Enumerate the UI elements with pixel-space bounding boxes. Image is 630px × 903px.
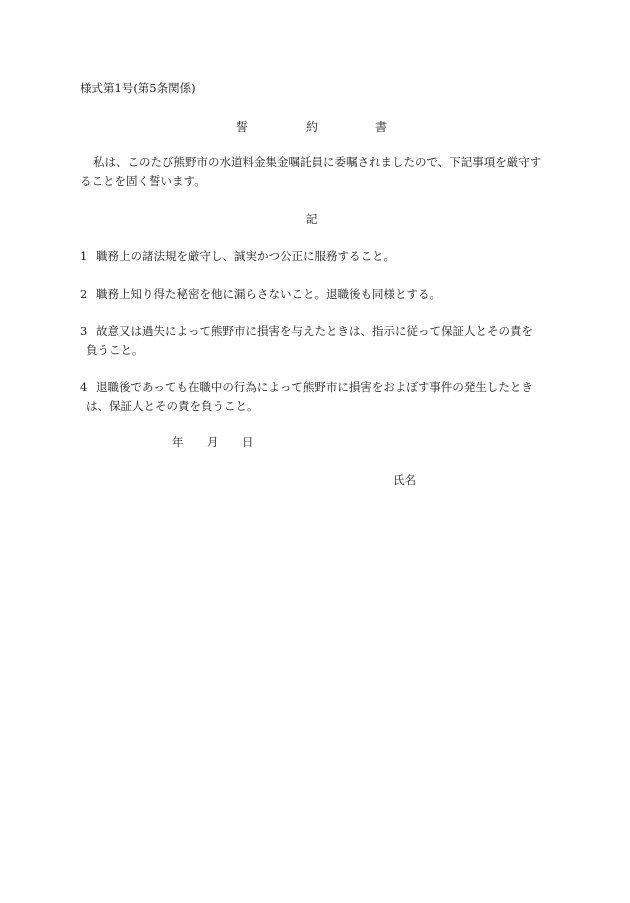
form-number-label: 様式第1号(第5条関係) xyxy=(80,81,196,95)
item-2-number: 2 xyxy=(80,287,88,301)
item-4-text-cont: は、保証人とその責を負うこと。 xyxy=(86,399,259,413)
item-1-number: 1 xyxy=(80,249,88,263)
section-heading: 記 xyxy=(306,212,318,226)
date-year-label: 年 xyxy=(172,435,184,449)
document-title xyxy=(0,118,630,136)
item-3-text-cont: 負うこと。 xyxy=(86,343,144,357)
item-3-text: 故意又は過失によって熊野市に損害を与えたときは、指示に従って保証人とその責を xyxy=(96,324,533,338)
title-char-2: 約 xyxy=(306,120,319,134)
item-1-text: 職務上の諸法規を厳守し、誠実かつ公正に服務すること。 xyxy=(96,249,395,263)
item-3-number: 3 xyxy=(80,324,88,338)
date-month-label: 月 xyxy=(207,435,219,449)
title-char-3: 書 xyxy=(375,120,388,134)
title-char-1: 誓 xyxy=(236,120,249,134)
date-day-label: 日 xyxy=(242,435,254,449)
intro-line-1: 私は、このたび熊野市の水道料金集金嘱託員に委嘱されましたので、下記事項を厳守す xyxy=(93,155,542,169)
item-4-text: 退職後であっても在職中の行為によって熊野市に損害をおよぼす事件の発生したとき xyxy=(96,380,533,394)
item-4-number: 4 xyxy=(80,380,88,394)
signature-name-label: 氏名 xyxy=(393,473,416,487)
date-line xyxy=(0,433,630,451)
intro-line-2: ることを固く誓います。 xyxy=(80,174,206,188)
item-2-text: 職務上知り得た秘密を他に漏らさないこと。退職後も同様とする。 xyxy=(96,287,441,301)
